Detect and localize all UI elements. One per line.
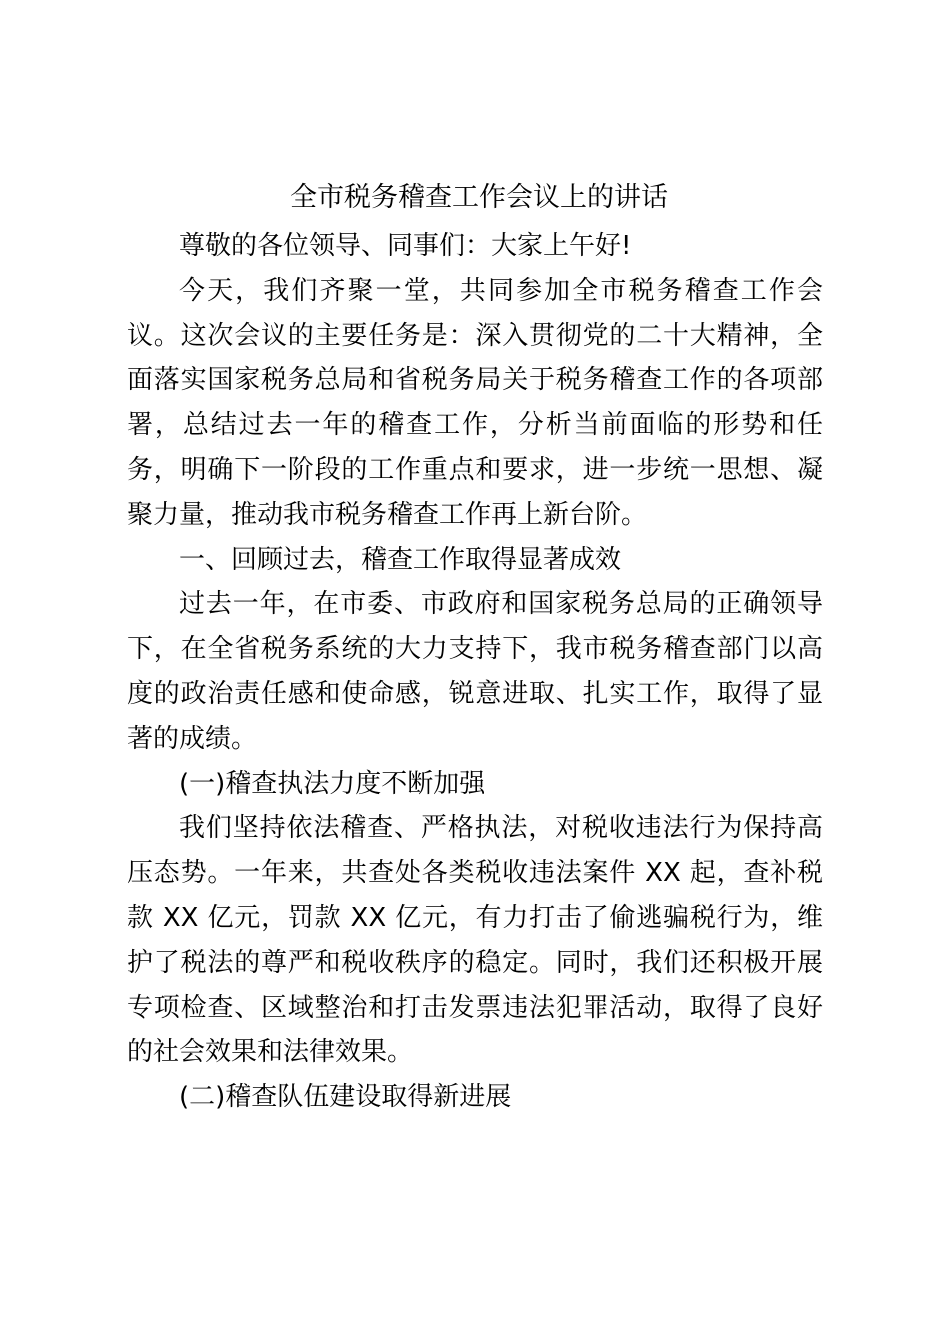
greeting-paragraph: 尊敬的各位领导、同事们：大家上午好!: [179, 231, 632, 261]
document-title: 全市税务稽查工作会议上的讲话: [290, 182, 668, 213]
subheading-team-building: (二)稽查队伍建设取得新进展: [179, 1082, 512, 1113]
review-paragraph: 过去一年，在市委、市政府和国家税务总局的正确领导下，在全省税务系统的大力支持下，我市税务稽查部门以高度的政治责任感和使命感，锐意进取、扎实工作，取得了显著的成绩。: [127, 589, 823, 754]
section-heading-review: 一、回顾过去，稽查工作取得显著成效: [179, 544, 622, 575]
intro-paragraph: 今天，我们齐聚一堂，共同参加全市税务稽查工作会议。这次会议的主要任务是：深入贯彻党的二十大精神，全面落实国家税务总局和省税务局关于税务稽查工作的各项部署，总结过去一年的稽查工作，分析当前面临的形势和任务，明确下一阶段的工作重点和要求，进一步统一思想、凝聚力量，推动我市税务稽查工作再上新台阶。: [127, 275, 823, 530]
document-body: [127, 224, 823, 1120]
enforcement-paragraph: 我们坚持依法稽查、严格执法，对税收违法行为保持高压态势。一年来，共查处各类税收违法案件 XX 起，查补税款 XX 亿元，罚款 XX 亿元，有力打击了偷逃骗税行为，维护了税法的尊严和税收秩序的稳定。同时，我们还积极开展专项检查、区域整治和打击发票违法犯罪活动，取得了良好的社会效果和法律效果。: [127, 813, 823, 1068]
subheading-enforcement: (一)稽查执法力度不断加强: [179, 768, 486, 799]
